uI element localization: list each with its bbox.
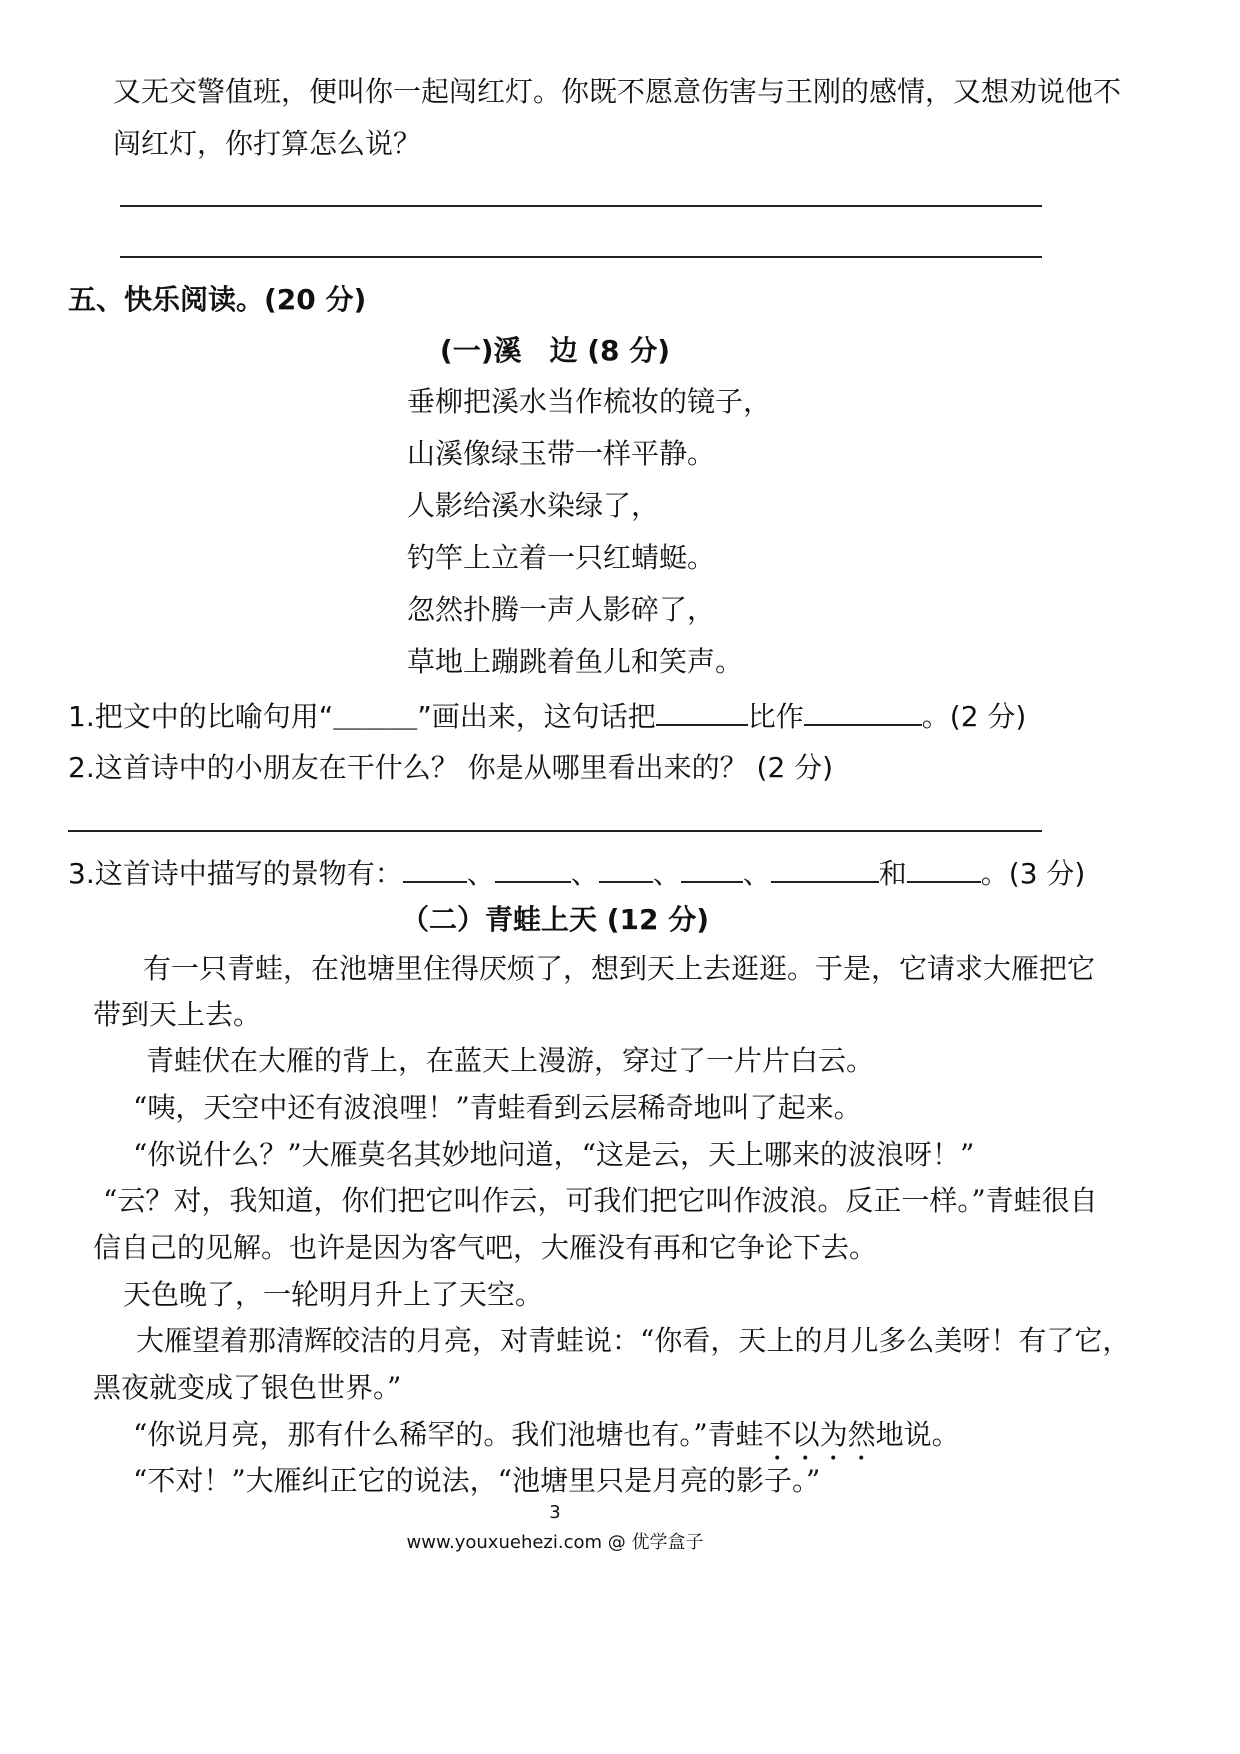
story-para-1a: 有一只青蛙，在池塘里住得厌烦了，想到天上去逛逛。于是，它请求大雁把它 xyxy=(143,952,1096,985)
q1-text-a: 1.把文中的比喻句用“ xyxy=(68,700,334,733)
q3-sep-2: 、 xyxy=(570,857,599,890)
q3-blank-5[interactable] xyxy=(771,855,879,883)
answer-line-1[interactable] xyxy=(120,205,1042,207)
q1-underline-mark: ＿＿＿ xyxy=(333,700,418,733)
answer-line-q2[interactable] xyxy=(68,830,1042,832)
poem-line-3: 人影给溪水染绿了， xyxy=(407,489,660,522)
part-2-title: （二）青蛙上天 (12 分) xyxy=(400,903,710,936)
question-1 xyxy=(68,698,1026,735)
story-para-9: “不对！”大雁纠正它的说法，“池塘里只是月亮的影子。” xyxy=(133,1464,821,1497)
q3-sep-3: 、 xyxy=(652,857,681,890)
q3-blank-6[interactable] xyxy=(907,855,981,883)
story-para-8 xyxy=(133,1417,960,1467)
story-para-6: 天色晚了，一轮明月升上了天空。 xyxy=(123,1278,544,1311)
poem-line-6: 草地上蹦跳着鱼儿和笑声。 xyxy=(407,645,744,678)
story-para-1b: 带到天上去。 xyxy=(93,998,262,1031)
story-para-7a: 大雁望着那清辉皎洁的月亮，对青蛙说：“你看，天上的月儿多么美呀！有了它， xyxy=(136,1324,1131,1357)
q1-blank-2[interactable] xyxy=(804,698,922,726)
q1-blank-1[interactable] xyxy=(656,698,748,726)
q3-text-a: 3.这首诗中描写的景物有： xyxy=(68,857,403,890)
q3-sep-4: 、 xyxy=(742,857,771,890)
q3-blank-1[interactable] xyxy=(403,855,467,883)
para-8-text-b: 地说。 xyxy=(875,1418,960,1451)
q1-text-c: 比作 xyxy=(747,700,804,733)
question-3 xyxy=(68,855,1085,892)
carryover-line-2: 闯红灯，你打算怎么说？ xyxy=(113,127,422,160)
q3-end: 。(3 分) xyxy=(980,857,1086,890)
q3-sep-1: 、 xyxy=(466,857,495,890)
story-para-5b: 信自己的见解。也许是因为客气吧，大雁没有再和它争论下去。 xyxy=(93,1231,878,1264)
story-para-2: 青蛙伏在大雁的背上，在蓝天上漫游，穿过了一片片白云。 xyxy=(146,1044,875,1077)
poem-line-2: 山溪像绿玉带一样平静。 xyxy=(407,437,716,470)
para-8-text-a: “你说月亮，那有什么稀罕的。我们池塘也有。”青蛙 xyxy=(133,1418,764,1451)
poem-line-5: 忽然扑腾一声人影碎了， xyxy=(407,593,716,626)
page-number: 3 xyxy=(549,1502,561,1523)
section-5-title: 五、快乐阅读。(20 分) xyxy=(68,283,367,316)
story-para-7b: 黑夜就变成了银色世界。” xyxy=(93,1371,402,1404)
q3-blank-2[interactable] xyxy=(495,855,571,883)
part-1-title: (一)溪 边 (8 分) xyxy=(439,334,671,367)
story-para-5a: “云？对，我知道，你们把它叫作云，可我们把它叫作波浪。反正一样。”青蛙很自 xyxy=(103,1184,1098,1217)
question-2: 2.这首诗中的小朋友在干什么？ 你是从哪里看出来的？ (2 分) xyxy=(68,751,834,784)
q3-blank-4[interactable] xyxy=(681,855,743,883)
q1-text-d: 。(2 分) xyxy=(921,700,1027,733)
para-8-dotted-phrase: 不以为然 xyxy=(763,1418,876,1451)
q3-and: 和 xyxy=(878,857,907,890)
poem-line-4: 钓竿上立着一只红蜻蜓。 xyxy=(407,541,716,574)
q1-text-b: ”画出来，这句话把 xyxy=(417,700,656,733)
story-para-4: “你说什么？”大雁莫名其妙地问道，“这是云，天上哪来的波浪呀！” xyxy=(133,1138,975,1171)
answer-line-2[interactable] xyxy=(120,256,1042,258)
q3-blank-3[interactable] xyxy=(599,855,653,883)
poem-line-1: 垂柳把溪水当作梳妆的镜子， xyxy=(407,385,772,418)
footer-watermark: www.youxuehezi.com @ 优学盒子 xyxy=(406,1532,704,1553)
story-para-3: “咦，天空中还有波浪哩！”青蛙看到云层稀奇地叫了起来。 xyxy=(133,1091,862,1124)
carryover-line-1: 又无交警值班，便叫你一起闯红灯。你既不愿意伤害与王刚的感情，又想劝说他不 xyxy=(113,75,1122,108)
